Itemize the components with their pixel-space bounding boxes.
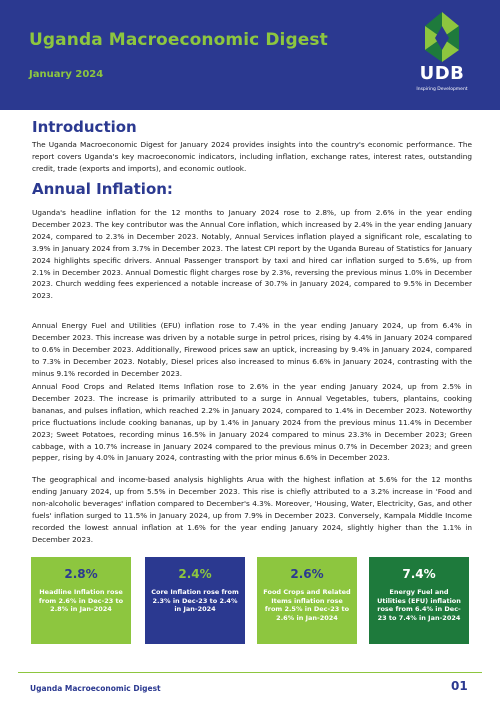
report-date: January 2024 xyxy=(29,69,104,80)
stat-card-food xyxy=(257,557,357,644)
stat-card-label: Energy Fuel and Utilities (EFU) inflation rose from 6.4% in Dec-23 to 7.4% in Jan-2024 xyxy=(377,588,461,622)
stat-card-headline xyxy=(31,557,131,644)
stat-card-value: 2.8% xyxy=(64,567,98,581)
annual-inflation-heading: Annual Inflation: xyxy=(32,180,173,198)
udb-logo xyxy=(410,12,474,104)
footer-divider xyxy=(18,672,482,673)
logo-tagline: Inspiring Development xyxy=(416,87,468,92)
inflation-paragraph-regional: The geographical and income-based analysis highlights Arua with the highest inflation at 5.6% for the 12 months ending January 2024, up from 5.5% in December 2023. This rise is chiefly attributed to a 3.2% increase in 'Food and non-alcoholic beverages' inflation compared to December's 4.3%. Moreover, 'Housing, Water, Electricity, Gas, and other fuels' inflation surged to 11.5% in January 2024, up from 7.9% in December 2023. Conversely, Kampala Middle Income recorded the lowest annual inflation at 1.6% for the year ending January 2024, slightly higher than the 1.1% in December 2023. xyxy=(32,475,472,544)
report-title: Uganda Macroeconomic Digest xyxy=(29,30,328,50)
stat-card-efu xyxy=(369,557,469,644)
stat-card-value: 7.4% xyxy=(402,567,436,581)
introduction-heading: Introduction xyxy=(32,118,137,136)
header-banner xyxy=(0,0,500,110)
stat-card-label: Core Inflation rose from 2.3% in Dec-23 to 2.4% in Jan-2024 xyxy=(151,588,239,614)
stat-card-value: 2.4% xyxy=(178,567,212,581)
introduction-text: The Uganda Macroeconomic Digest for January 2024 provides insights into the country's economic performance. The report covers Uganda's key macroeconomic indicators, including inflation, exchange rates, interest rates, outstanding credit, trade (exports and imports), and economic outlook. xyxy=(32,140,472,173)
inflation-paragraph-headline: Uganda's headline inflation for the 12 months to January 2024 rose to 2.8%, up from 2.6% in the year ending December 2023. The key contributor was the Annual Core inflation, which increased by 2.4% in the year ending January 2024, compared to 2.3% in December 2023. Notably, Annual Services inflation played a significant role, escalating to 3.9% in January 2024 from 3.7% in December 2023. The latest CPI report by the Uganda Bureau of Statistics for January 2024 highlights specific drivers. Annual Passenger transport by taxi and hired car inflation surged to 5.6%, up from 2.1% in December 2023. Annual Domestic flight charges rose by 2.3%, reversing the previous minus 1.0% in December 2023. Church wedding fees experienced a notable increase of 30.7% in January 2024, compared to 9.5% in December 2023. xyxy=(32,208,472,301)
inflation-paragraph-efu: Annual Energy Fuel and Utilities (EFU) inflation rose to 7.4% in the year ending January 2024, up from 6.4% in December 2023. This increase was driven by a notable surge in petrol prices, rising by 4.4% in January 2024 compared to 0.6% in December 2023. Additionally, Firewood prices saw an uptick, increasing by 9.4% in January 2024, compared to 7.3% in December 2023. Notably, Diesel prices also increased to minus 6.6% in January 2024, contrasting with the minus 9.1% recorded in December 2023. xyxy=(32,321,472,378)
footer-title: Uganda Macroeconomic Digest xyxy=(30,684,161,693)
stat-card-label: Food Crops and Related Items inflation rose from 2.5% in Dec-23 to 2.6% in Jan-2024 xyxy=(263,588,351,622)
stat-card-core xyxy=(145,557,245,644)
page-number: 01 xyxy=(451,679,468,693)
stat-card-label: Headline Inflation rose from 2.6% in Dec-23 to 2.8% in Jan-2024 xyxy=(38,588,124,614)
udb-logo-mark-icon xyxy=(425,12,459,64)
stat-card-value: 2.6% xyxy=(290,567,324,581)
logo-wordmark: UDB xyxy=(419,63,465,84)
inflation-paragraph-food: Annual Food Crops and Related Items Inflation rose to 2.6% in the year ending January 2024, up from 2.5% in December 2023. The increase is primarily attributed to a surge in Annual Vegetables, tubers, plantains, cooking bananas, and pulses inflation, which reached 2.2% in January 2024, compared to 1.4% in December 2023. Noteworthy price fluctuations include cooking bananas, up by 1.4% in January 2024 from the previous minus 11.4% in December 2023; Sweet Potatoes, recording minus 16.5% in January 2024 compared to minus 23.3% in December 2023; Green cabbage, with a 10.7% increase in January 2024 compared to the previous minus 0.7% in December 2023; and green pepper, rising by 4.0% in January 2024, contrasting with the prior minus 6.6% in December 2023. xyxy=(32,382,472,463)
